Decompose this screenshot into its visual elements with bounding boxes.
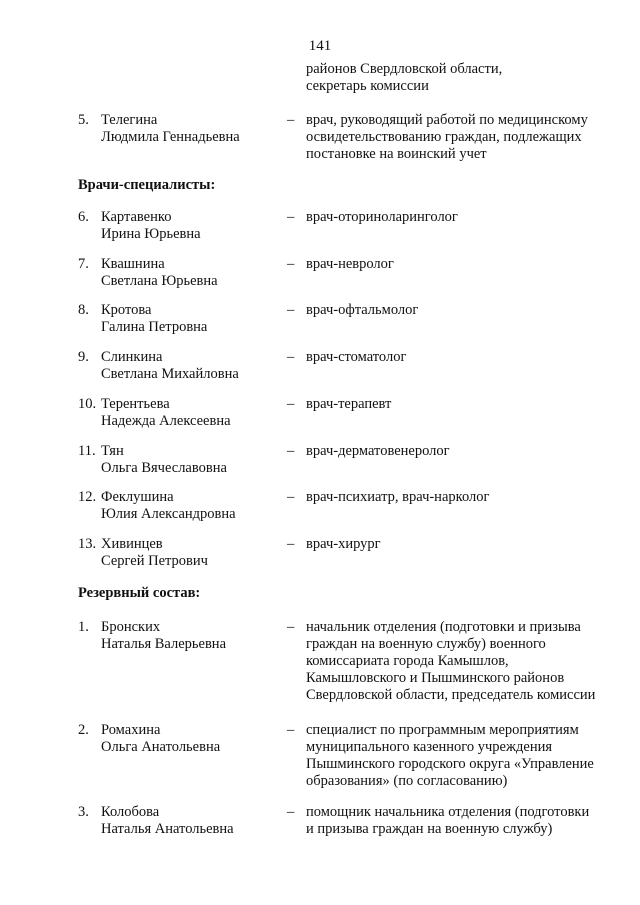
section-heading-reserve: Резервный состав: (78, 585, 201, 601)
text-line: районов Свердловской области, (306, 61, 503, 77)
surname: Колобова (101, 804, 160, 820)
person-name (101, 209, 201, 243)
surname: Тян (101, 443, 124, 459)
text-line: Камышловского и Пышминского районов (306, 670, 565, 686)
text-line: секретарь комиссии (306, 78, 429, 94)
surname: Телегина (101, 112, 158, 128)
position (306, 619, 626, 704)
dash: – (287, 209, 295, 225)
item-number: 5. (78, 112, 89, 128)
text-line: специалист по программным мероприятиям (306, 722, 579, 738)
text-line: врач-офтальмолог (306, 302, 419, 318)
given-names: Людмила Геннадьевна (101, 129, 240, 145)
text-line: врач-дерматовенеролог (306, 443, 450, 459)
position (306, 349, 626, 366)
text-line: Пышминского городского округа «Управление (306, 756, 594, 772)
text-line: врач-оториноларинголог (306, 209, 458, 225)
text-line: муниципального казенного учреждения (306, 739, 553, 755)
dash: – (287, 302, 295, 318)
given-names: Светлана Юрьевна (101, 273, 218, 289)
item-number: 13. (78, 536, 97, 552)
list-item (78, 619, 618, 709)
position (306, 302, 626, 319)
given-names: Ольга Вячеславовна (101, 460, 227, 476)
item-number: 11. (78, 443, 96, 459)
given-names: Ольга Анатольевна (101, 739, 221, 755)
position (306, 489, 626, 506)
text-line: врач-стоматолог (306, 349, 407, 365)
dash: – (287, 804, 295, 820)
dash: – (287, 112, 295, 128)
person-name (101, 256, 218, 290)
page-number: 141 (308, 38, 332, 54)
position (306, 443, 626, 460)
person-name (101, 804, 234, 838)
list-item (78, 722, 618, 797)
surname: Картавенко (101, 209, 172, 225)
given-names: Галина Петровна (101, 319, 208, 335)
item-number: 6. (78, 209, 89, 225)
person-name (101, 349, 239, 383)
dash: – (287, 443, 295, 459)
item-number: 8. (78, 302, 89, 318)
text-line: граждан на военную службу) военного (306, 636, 546, 652)
given-names: Наталья Валерьевна (101, 636, 226, 652)
person-name (101, 396, 231, 430)
text-line: помощник начальника отделения (подготовки (306, 804, 590, 820)
given-names: Сергей Петрович (101, 553, 208, 569)
text-line: освидетельствованию граждан, подлежащих (306, 129, 582, 145)
text-line: Свердловской области, председатель комиссии (306, 687, 596, 703)
given-names: Наталья Анатольевна (101, 821, 234, 837)
position (306, 804, 626, 838)
surname: Феклушина (101, 489, 174, 505)
person-name (101, 722, 220, 756)
text-line: постановке на воинский учет (306, 146, 487, 162)
surname: Слинкина (101, 349, 163, 365)
person-name (101, 112, 240, 146)
surname: Кротова (101, 302, 152, 318)
text-line: и призыва граждан на военную службу) (306, 821, 553, 837)
person-name (101, 302, 207, 336)
text-line: врач-психиатр, врач-нарколог (306, 489, 490, 505)
dash: – (287, 722, 295, 738)
text-line: образования» (по согласованию) (306, 773, 508, 789)
text-line: врач-хирург (306, 536, 381, 552)
item-number: 7. (78, 256, 89, 272)
person-name (101, 536, 208, 570)
list-item (78, 804, 618, 844)
given-names: Юлия Александровна (101, 506, 236, 522)
given-names: Надежда Алексеевна (101, 413, 231, 429)
continuation-text (306, 61, 502, 95)
item-number: 2. (78, 722, 89, 738)
item-number: 1. (78, 619, 89, 635)
position (306, 256, 626, 273)
item-number: 12. (78, 489, 97, 505)
surname: Квашнина (101, 256, 165, 272)
position (306, 536, 626, 553)
person-name (101, 619, 226, 653)
surname: Ромахина (101, 722, 161, 738)
text-line: врач, руководящий работой по медицинскому (306, 112, 588, 128)
given-names: Светлана Михайловна (101, 366, 239, 382)
given-names: Ирина Юрьевна (101, 226, 201, 242)
item-number: 9. (78, 349, 89, 365)
list-item (78, 112, 618, 172)
dash: – (287, 256, 295, 272)
person-name (101, 443, 227, 477)
text-line: врач-невролог (306, 256, 394, 272)
position (306, 396, 626, 413)
dash: – (287, 396, 295, 412)
item-number: 10. (78, 396, 97, 412)
text-line: врач-терапевт (306, 396, 392, 412)
surname: Бронских (101, 619, 161, 635)
position (306, 209, 626, 226)
text-line: начальник отделения (подготовки и призыва (306, 619, 581, 635)
dash: – (287, 536, 295, 552)
item-number: 3. (78, 804, 89, 820)
text-line: комиссариата города Камышлов, (306, 653, 509, 669)
dash: – (287, 619, 295, 635)
position (306, 112, 626, 163)
position (306, 722, 626, 790)
person-name (101, 489, 236, 523)
dash: – (287, 349, 295, 365)
dash: – (287, 489, 295, 505)
surname: Хивинцев (101, 536, 163, 552)
section-heading-specialists: Врачи-специалисты: (78, 177, 216, 193)
surname: Терентьева (101, 396, 170, 412)
